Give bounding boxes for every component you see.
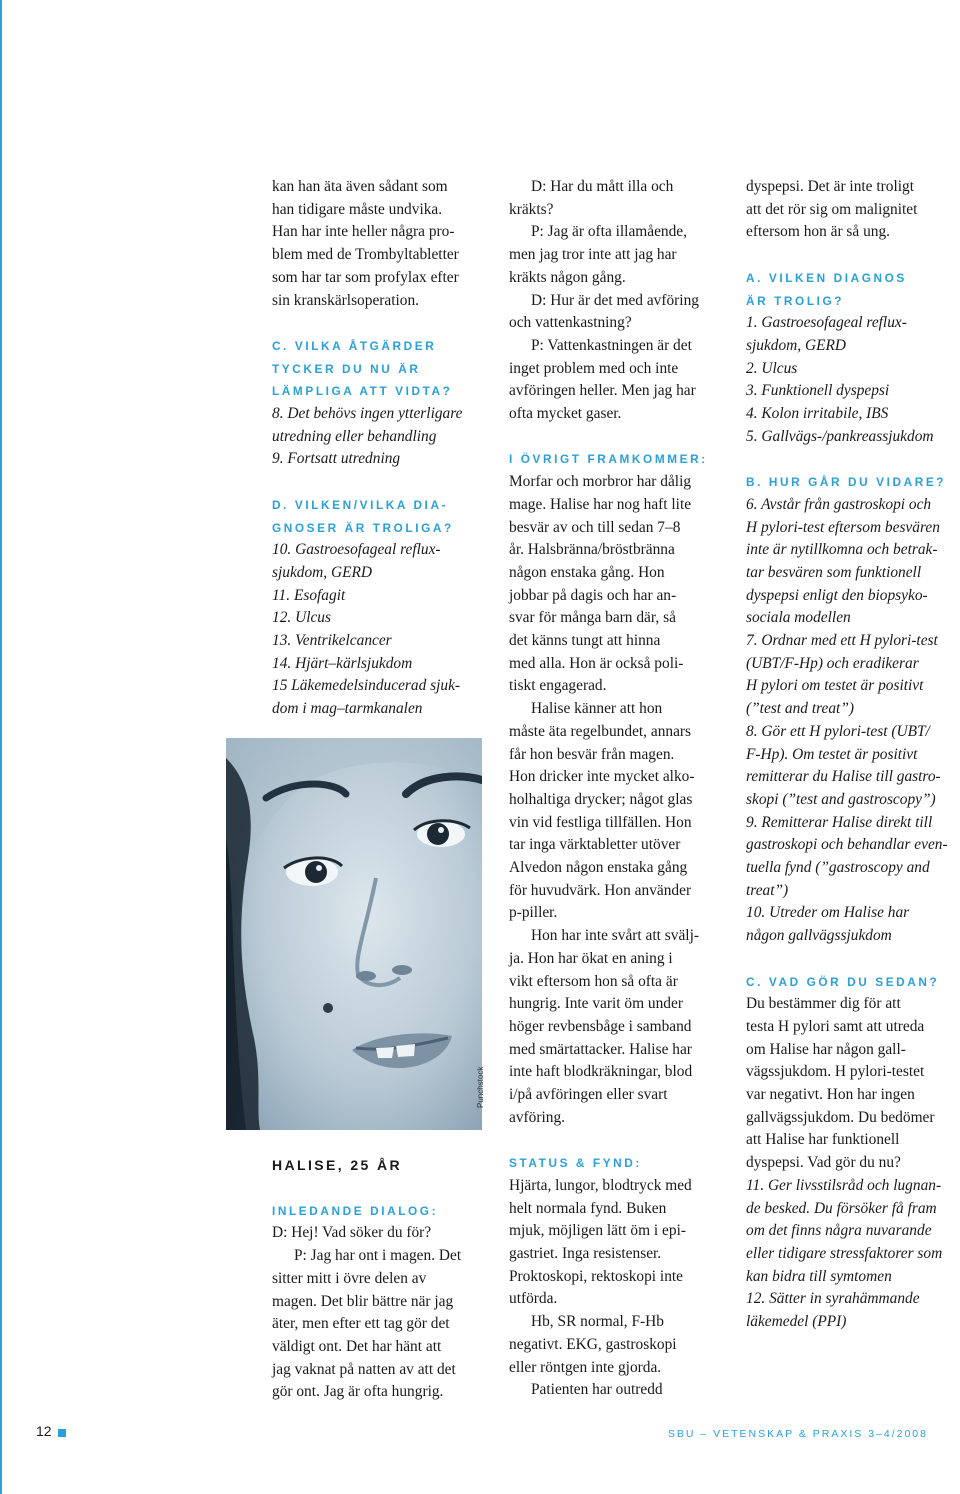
option-line: 9. Remitterar Halise direkt till	[746, 813, 933, 831]
section-heading-d: D. VILKEN/VILKA DIA-	[272, 497, 449, 512]
text-line: någon enstaka gång. Hon	[509, 563, 665, 581]
option-line: eller tidigare stressfaktorer som	[746, 1245, 943, 1262]
option-line: tar besvären som funktionell	[746, 563, 922, 581]
dialog-line: P: Jag har ont i magen. Det	[294, 1247, 462, 1265]
text-line: inte haft blodkräkningar, blod	[509, 1063, 693, 1081]
option-line: sociala modellen	[746, 609, 851, 627]
option-line: H pylori om testet är positivt	[746, 677, 924, 695]
text-line: Hon har inte svårt att svälj-	[531, 927, 699, 945]
option-line: treat”)	[746, 881, 789, 899]
page-edge-line	[0, 0, 2, 1494]
text-line: han tidigare måste undvika.	[272, 200, 443, 218]
option-line: remitterar du Halise till gastro-	[746, 768, 941, 786]
text-line: jobbar på dagis och har an-	[509, 586, 677, 604]
option-line: 3. Funktionell dyspepsi	[746, 382, 890, 400]
dialog-line: ofta mycket gaser.	[509, 405, 622, 423]
text-line: hungrig. Inte varit öm under	[509, 995, 683, 1013]
text-line: Morfar och morbror har dålig	[509, 473, 692, 491]
section-heading-a: A. VILKEN DIAGNOS	[746, 270, 907, 285]
text-line: Hjärta, lungor, blodtryck med	[509, 1176, 692, 1194]
text-line: testa H pylori samt att utreda	[746, 1017, 925, 1035]
option-line: 8. Det behövs ingen ytterligare	[272, 405, 463, 423]
text-line: mage. Halise har nog haft lite	[509, 495, 692, 513]
text-line: Han har inte heller några pro-	[272, 223, 455, 241]
text-line: eller röntgen inte gjorda.	[509, 1358, 662, 1376]
text-line: måste äta regelbundet, annars	[509, 722, 692, 740]
col1-intro	[272, 176, 490, 312]
option-line: 13. Ventrikelcancer	[272, 632, 392, 650]
page-number: 12	[36, 1423, 52, 1439]
dialog-line: P: Vattenkastningen är det	[531, 336, 692, 354]
dialog-line: men jag tror inte att jag har	[509, 246, 677, 264]
text-line: avföring.	[509, 1108, 565, 1126]
text-line: tar inga värktabletter utöver	[509, 836, 681, 854]
section-heading-c: C. VILKA ÅTGÄRDER	[272, 338, 437, 353]
section-heading-b: B. HUR GÅR DU VIDARE?	[746, 475, 947, 490]
dialog-line: jag vaknat på natten av att det	[272, 1360, 456, 1378]
text-line: att Halise har funktionell	[746, 1131, 900, 1149]
option-line: skopi (”test and gastroscopy”)	[746, 790, 936, 808]
section-heading-c: TYCKER DU NU ÄR	[272, 361, 421, 376]
text-line: p-piller.	[509, 904, 558, 922]
option-line: läkemedel (PPI)	[746, 1313, 847, 1331]
option-line: 6. Avstår från gastroskopi och	[746, 495, 932, 513]
text-line: med smärtattacker. Halise har	[509, 1040, 692, 1058]
text-line: Halise känner att hon	[531, 700, 663, 718]
option-line: sjukdom, GERD	[746, 336, 847, 354]
text-line: dyspepsi. Det är inte troligt	[746, 178, 914, 195]
option-line: 2. Ulcus	[746, 359, 798, 377]
text-line: ja. Hon har ökat en aning i	[509, 949, 673, 967]
section-heading-c2: C. VAD GÖR DU SEDAN?	[746, 974, 940, 989]
option-line: (”test and treat”)	[746, 700, 855, 718]
dialog-line: inget problem med och inte	[509, 359, 679, 377]
text-line: som har tar som profylax efter	[272, 268, 459, 286]
text-line: gastriet. Inga resistenser.	[509, 1245, 662, 1263]
text-line: blem med de Trombyltabletter	[272, 246, 459, 264]
option-line: 15 Läkemedelsinducerad sjuk-	[272, 677, 461, 695]
status-heading: STATUS & FYND:	[509, 1156, 642, 1171]
text-line: vikt eftersom hon så ofta är	[509, 972, 678, 990]
option-line: inte är nytillkomna och betrak-	[746, 541, 938, 559]
option-line: om det finns några nuvarande	[746, 1222, 932, 1240]
text-line: det känns tungt att hinna	[509, 632, 661, 650]
option-line: 7. Ordnar med ett H pylori-test	[746, 632, 938, 650]
column-2	[509, 176, 727, 1402]
text-line: holhaltiga drycker; något glas	[509, 790, 693, 808]
option-line: F-Hp). Om testet är positivt	[746, 745, 918, 763]
case-intro	[272, 1154, 490, 1404]
option-line: 10. Utreder om Halise har	[746, 904, 910, 922]
text-line: höger revbensbåge i samband	[509, 1018, 692, 1035]
text-line: svar för många barn där, så	[509, 609, 676, 627]
option-line: 10. Gastroesofageal reflux-	[272, 541, 441, 559]
text-line: dyspepsi. Vad gör du nu?	[746, 1154, 901, 1172]
dialog-line: P: Jag är ofta illamående,	[531, 223, 687, 241]
column-1	[272, 176, 490, 721]
text-line: får hon besvär från magen.	[509, 745, 675, 763]
dialog-line: sitter mitt i övre delen av	[272, 1269, 427, 1287]
option-line: utredning eller behandling	[272, 427, 437, 445]
text-line: besvär av och till sedan 7–8	[509, 518, 681, 536]
dialog-line: D: Hur är det med avföring	[531, 291, 699, 309]
text-line: Alvedon någon enstaka gång	[509, 859, 688, 877]
ovrigt-heading: I ÖVRIGT FRAMKOMMER:	[509, 452, 708, 467]
photo-credit: Punchstock	[476, 1066, 485, 1108]
dialog-line: kräkts någon gång.	[509, 268, 626, 286]
text-line: för huvudvärk. Hon använder	[509, 881, 692, 899]
text-line: Patienten har outredd	[531, 1381, 663, 1399]
page-number-square-icon	[58, 1429, 66, 1437]
option-line: 12. Ulcus	[272, 609, 331, 627]
text-line: utförda.	[509, 1290, 558, 1308]
dialog-line: äter, men efter ett tag gör det	[272, 1315, 450, 1333]
column-3	[746, 176, 960, 1334]
dialog-line: väldigt ont. Det har hänt att	[272, 1337, 442, 1355]
text-line: tiskt engagerad.	[509, 677, 607, 695]
dialog-line: kräkts?	[509, 200, 554, 218]
text-line: om Halise har någon gall-	[746, 1040, 906, 1058]
text-line: negativt. EKG, gastroskopi	[509, 1335, 677, 1353]
option-line: dom i mag–tarmkanalen	[272, 700, 423, 718]
option-line: (UBT/F-Hp) och eradikerar	[746, 654, 919, 672]
text-line: helt normala fynd. Buken	[509, 1199, 667, 1217]
face-illustration	[226, 738, 482, 1130]
section-heading-a: ÄR TROLIG?	[746, 293, 845, 308]
option-line: 11. Ger livsstilsråd och lugnan-	[746, 1176, 942, 1194]
dialog-line: gör ont. Jag är ofta hungrig.	[272, 1383, 444, 1401]
text-line: Du bestämmer dig för att	[746, 995, 901, 1013]
text-line: att det rör sig om malignitet	[746, 200, 918, 218]
text-line: med alla. Hon är också poli-	[509, 654, 684, 672]
text-line: Proktoskopi, rektoskopi inte	[509, 1267, 683, 1285]
option-line: 1. Gastroesofageal reflux-	[746, 314, 907, 332]
option-line: gastroskopi och behandlar even-	[746, 836, 948, 854]
text-line: gallvägssjukdom. Du bedömer	[746, 1108, 935, 1126]
dialog-line: D: Hej! Vad söker du för?	[272, 1224, 432, 1242]
text-line: vin vid festliga tillfällen. Hon	[509, 813, 692, 831]
option-line: 11. Esofagit	[272, 586, 346, 604]
option-line: de besked. Du försöker få fram	[746, 1199, 937, 1217]
section-heading-d: GNOSER ÄR TROLIGA?	[272, 520, 454, 535]
text-line: vägssjukdom. H pylori-testet	[746, 1063, 925, 1081]
dialog-line: och vattenkastning?	[509, 314, 632, 332]
option-line: 14. Hjärt–kärlsjukdom	[272, 654, 413, 672]
journal-footer: SBU – VETENSKAP & PRAXIS 3–4/2008	[667, 1428, 928, 1440]
text-line: Hon dricker inte mycket alko-	[509, 768, 695, 786]
option-line: 9. Fortsatt utredning	[272, 450, 401, 468]
text-line: i/på avföringen eller svart	[509, 1086, 668, 1104]
option-line: dyspepsi enligt den biopsyko-	[746, 586, 928, 604]
case-title: HALISE, 25 ÅR	[272, 1157, 402, 1173]
dialog-heading: INLEDANDE DIALOG:	[272, 1203, 439, 1218]
dialog-line: avföringen heller. Men jag har	[509, 382, 696, 400]
text-line: eftersom hon är så ung.	[746, 223, 891, 241]
option-line: H pylori-test eftersom besvären	[746, 518, 940, 536]
option-line: 5. Gallvägs-/pankreassjukdom	[746, 427, 934, 445]
option-line: 8. Gör ett H pylori-test (UBT/	[746, 722, 930, 740]
dialog-line: magen. Det blir bättre när jag	[272, 1292, 454, 1310]
dialog-line: D: Har du mått illa och	[531, 178, 674, 195]
option-line: tuella fynd (”gastroscopy and	[746, 859, 930, 877]
section-heading-c: LÄMPLIGA ATT VIDTA?	[272, 384, 453, 399]
text-line: Hb, SR normal, F-Hb	[531, 1313, 664, 1331]
option-line: 12. Sätter in syrahämmande	[746, 1290, 920, 1308]
text-line: kan han äta även sådant som	[272, 178, 448, 195]
option-line: 4. Kolon irritabile, IBS	[746, 405, 889, 423]
portrait-photo	[226, 738, 482, 1130]
option-line: sjukdom, GERD	[272, 563, 373, 581]
text-line: var negativt. Hon har ingen	[746, 1086, 915, 1104]
text-line: sin kranskärlsoperation.	[272, 291, 420, 309]
option-line: någon gallvägssjukdom	[746, 927, 892, 945]
option-line: kan bidra till symtomen	[746, 1267, 892, 1285]
text-line: år. Halsbränna/bröstbränna	[509, 541, 675, 559]
text-line: mjuk, möjligen lätt öm i epi-	[509, 1222, 686, 1240]
